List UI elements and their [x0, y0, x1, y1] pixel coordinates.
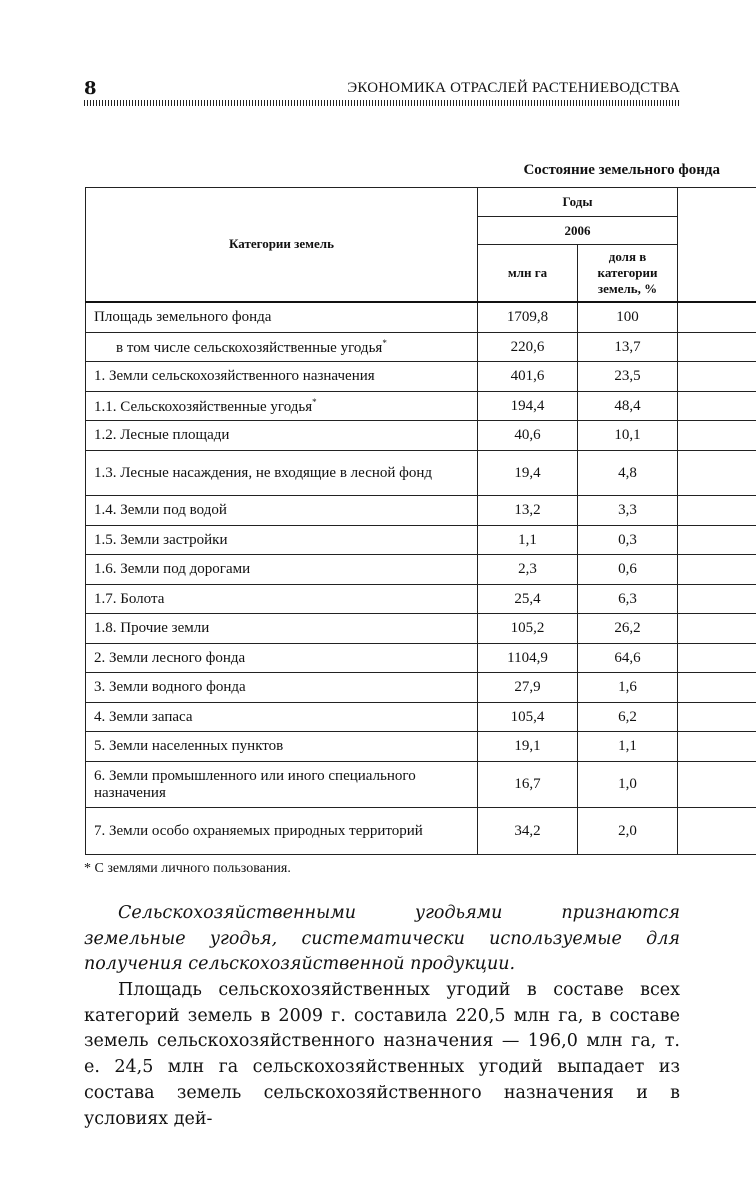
row-category-label	[86, 526, 478, 555]
page-number: 8	[84, 78, 97, 99]
row-next-column-cell	[678, 732, 756, 762]
row-label-text: 6. Земли промышленного или иного специального назначения	[94, 767, 416, 801]
table-row	[86, 555, 756, 585]
footnote-mark: *	[382, 337, 387, 348]
paragraph-definition: Сельскохозяйственными угодьями признаются земельные угодья, систематически используемые для получения сельскохозяйственной продукции.	[84, 903, 680, 975]
row-label-text: 1. Земли сельскохозяйственного назначения	[94, 368, 375, 384]
row-category-label	[86, 673, 478, 703]
row-area-value: 105,4	[478, 703, 578, 732]
row-next-column-cell	[678, 526, 756, 555]
row-label-text: 7. Земли особо охраняемых природных территорий	[94, 822, 423, 839]
row-label-text: 1.5. Земли застройки	[94, 531, 228, 548]
table-footnote: * С землями личного пользования.	[84, 861, 291, 876]
row-area-value: 220,6	[478, 333, 578, 362]
table-row	[86, 762, 756, 808]
table-row	[86, 451, 756, 496]
row-share-value: 6,3	[578, 585, 678, 614]
row-share-value: 6,2	[578, 703, 678, 732]
row-label-text: 1.1. Сельскохозяйственные угодья	[94, 398, 313, 415]
header-share: доля в категории земель, %	[578, 245, 678, 302]
row-area-value: 105,2	[478, 614, 578, 644]
row-share-value: 1,1	[578, 732, 678, 762]
row-next-column-cell	[678, 614, 756, 644]
table-body	[86, 302, 756, 855]
row-label-text: 1.4. Земли под водой	[94, 502, 227, 518]
table-row	[86, 496, 756, 526]
row-share-value: 23,5	[578, 362, 678, 392]
row-area-value: 2,3	[478, 555, 578, 585]
row-share-value: 10,1	[578, 421, 678, 451]
row-share-value: 1,0	[578, 762, 678, 808]
header-category: Категории земель	[86, 188, 478, 302]
row-area-value: 1709,8	[478, 302, 578, 333]
table-row	[86, 808, 756, 855]
row-share-value: 0,6	[578, 555, 678, 585]
row-category-label	[86, 585, 478, 614]
row-area-value: 25,4	[478, 585, 578, 614]
row-label-text: 1.2. Лесные площади	[94, 427, 230, 443]
header-years: Годы	[478, 188, 678, 217]
row-next-column-cell	[678, 362, 756, 392]
row-next-column-cell	[678, 644, 756, 673]
row-label-text: 3. Земли водного фонда	[94, 679, 246, 695]
row-category-label	[86, 703, 478, 732]
row-next-column-cell	[678, 451, 756, 496]
row-share-value: 2,0	[578, 808, 678, 855]
row-label-text: 1.6. Земли под дорогами	[94, 561, 251, 577]
row-category-label	[86, 808, 478, 855]
header-rule	[84, 100, 680, 106]
row-next-column-cell	[678, 808, 756, 855]
paragraph-area: Площадь сельскохозяйственных угодий в составе всех категорий земель в 2009 г. составила 220,5 млн га, в составе земель сельскохозяйственного назначения — 196,0 млн га, т. е. 24,5 млн га сельскохозяйственных угодий выпадает из состава земель сельскохозяйственного назначения и в условиях дей-	[84, 980, 680, 1129]
row-share-value: 100	[578, 302, 678, 333]
row-area-value: 19,4	[478, 451, 578, 496]
table-row	[86, 644, 756, 673]
row-label-text: 5. Земли населенных пунктов	[94, 738, 284, 754]
row-category-label	[86, 644, 478, 673]
row-area-value: 16,7	[478, 762, 578, 808]
row-category-label	[86, 392, 478, 421]
row-area-value: 1104,9	[478, 644, 578, 673]
row-area-value: 34,2	[478, 808, 578, 855]
footnote-mark: *	[312, 396, 317, 407]
row-share-value: 64,6	[578, 644, 678, 673]
table-row	[86, 732, 756, 762]
table-row	[86, 333, 756, 362]
row-share-value: 1,6	[578, 673, 678, 703]
row-label-text: Площадь земельного фонда	[94, 308, 272, 325]
row-next-column-cell	[678, 392, 756, 421]
row-area-value: 401,6	[478, 362, 578, 392]
row-category-label	[86, 362, 478, 392]
row-next-column-cell	[678, 555, 756, 585]
row-label-text: 4. Земли запаса	[94, 708, 193, 725]
table-row	[86, 421, 756, 451]
running-title: ЭКОНОМИКА ОТРАСЛЕЙ РАСТЕНИЕВОДСТВА	[347, 80, 680, 96]
table-row	[86, 302, 756, 333]
row-next-column-cell	[678, 496, 756, 526]
row-label-text: в том числе сельскохозяйственные угодья	[116, 339, 383, 356]
row-next-column-cell	[678, 762, 756, 808]
table-row	[86, 585, 756, 614]
row-area-value: 27,9	[478, 673, 578, 703]
header-area: млн га	[478, 245, 578, 302]
land-fund-table	[85, 187, 756, 855]
row-category-label	[86, 451, 478, 496]
row-share-value: 4,8	[578, 451, 678, 496]
row-label-text: 1.7. Болота	[94, 590, 165, 607]
row-category-label	[86, 421, 478, 451]
table-caption: Состояние земельного фонда	[523, 162, 720, 178]
row-category-label	[86, 333, 478, 362]
table-row	[86, 362, 756, 392]
row-category-label	[86, 496, 478, 526]
row-category-label	[86, 762, 478, 808]
row-label-text: 1.8. Прочие земли	[94, 620, 210, 636]
row-category-label	[86, 732, 478, 762]
table-row	[86, 703, 756, 732]
row-next-column-cell	[678, 673, 756, 703]
table-row	[86, 614, 756, 644]
row-next-column-cell	[678, 703, 756, 732]
row-next-column-cell	[678, 421, 756, 451]
row-category-label	[86, 302, 478, 333]
row-share-value: 48,4	[578, 392, 678, 421]
table-row	[86, 392, 756, 421]
row-label-text: 2. Земли лесного фонда	[94, 649, 246, 666]
row-next-column-cell	[678, 302, 756, 333]
row-label-text: 1.3. Лесные насаждения, не входящие в лесной фонд	[94, 464, 433, 481]
row-area-value: 40,6	[478, 421, 578, 451]
row-category-label	[86, 614, 478, 644]
header-next-column	[678, 188, 756, 302]
row-next-column-cell	[678, 333, 756, 362]
row-next-column-cell	[678, 585, 756, 614]
row-area-value: 194,4	[478, 392, 578, 421]
row-area-value: 13,2	[478, 496, 578, 526]
row-share-value: 13,7	[578, 333, 678, 362]
row-share-value: 26,2	[578, 614, 678, 644]
row-area-value: 19,1	[478, 732, 578, 762]
row-share-value: 3,3	[578, 496, 678, 526]
row-share-value: 0,3	[578, 526, 678, 555]
header-year-2006: 2006	[478, 217, 678, 245]
table-row	[86, 526, 756, 555]
row-area-value: 1,1	[478, 526, 578, 555]
row-category-label	[86, 555, 478, 585]
table-row	[86, 673, 756, 703]
